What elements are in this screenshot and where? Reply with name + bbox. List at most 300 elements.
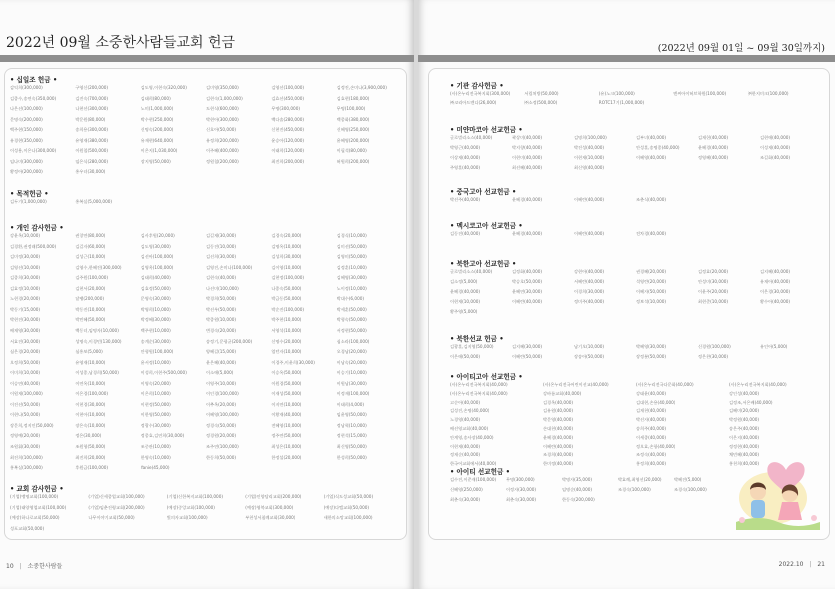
donor-entry: 홍천희(40,000) (729, 461, 760, 467)
donor-entry: 신명수(20,000) (271, 338, 302, 344)
donor-entry: 백주현(150,000) (10, 127, 43, 132)
donor-entry: 송희용(300,000) (75, 127, 109, 132)
donor-entry: 박영희(10,000) (140, 306, 171, 312)
donor-entry: 이지연(10,000) (271, 401, 302, 407)
section-title: • 개인 감사헌금 • (10, 224, 64, 232)
donor-entry: 박수현(250,000) (140, 116, 174, 122)
donor-entry: 무명(300,000) (506, 477, 535, 482)
donor-entry: 이은애(50,000) (450, 354, 481, 359)
donor-entry: 김명옥(10,000) (271, 243, 302, 249)
donor-entry: 김혜미(20,000) (729, 408, 760, 414)
donor-entry: 서림처방(50,000) (524, 91, 559, 96)
title-rule (0, 55, 414, 62)
donor-entry: 윤혜경(40,000) (450, 289, 481, 294)
donor-entry: 유영재(10,000) (75, 359, 106, 365)
donor-entry: 문명숙(200,000) (10, 116, 43, 122)
donor-entry: 한동숙(200,000) (562, 497, 595, 502)
donor-entry: 정현석(15,000) (336, 433, 367, 439)
page-subtitle: (2022년 09월 01일 ~ 09월 30일까지) (657, 43, 825, 54)
donor-entry: 최신영(50,000) (336, 444, 367, 449)
donor-entry: 신혜영(250,000) (450, 487, 483, 492)
donor-entry: 조중관(10,000) (140, 444, 171, 449)
donor-entry: 김현숙(1,000,000) (206, 95, 243, 101)
donor-entry: (예장)중앙교회(100,000) (166, 504, 215, 510)
donor-entry: 이혜란(40,000) (512, 299, 543, 304)
donor-entry: 박정혜(30,000) (140, 317, 171, 323)
donor-entry: 조경희(40,000) (543, 452, 574, 458)
donor-entry: 전혜영(10,000) (271, 422, 302, 428)
donor-entry: 성명숙,이경민(130,000) (75, 338, 122, 344)
donor-entry: 김미선(50,000) (336, 243, 367, 249)
donor-entry: 박영근(40,000) (450, 145, 481, 150)
donor-entry: 박대수(6,000) (336, 296, 365, 302)
donor-entry: 김이영(10,000) (271, 264, 302, 270)
donor-entry: 최신영(40,000) (574, 165, 605, 170)
donor-entry: 노현경(20,000) (10, 296, 41, 302)
donor-entry: 김현정(100,000) (271, 275, 305, 281)
donor-entry: 백주현(10,000) (140, 327, 171, 333)
donor-entry: ROTC17기(1,000,000) (598, 100, 645, 105)
donor-entry: 한국어교회에서(40,000) (450, 461, 497, 467)
donor-entry: 달팽(200,000) (75, 296, 105, 302)
donor-entry: 노이정(10,000) (336, 285, 367, 291)
donor-entry: 정주연(50,000) (271, 433, 302, 439)
donor-entry: 이승기(10,000) (336, 370, 367, 376)
donor-entry: 나은선(100,000) (10, 106, 43, 111)
donor-entry: 김길자(60,000) (75, 243, 106, 249)
donor-entry: 김효현(180,000) (336, 95, 370, 101)
donor-entry: 김동진(10,000) (206, 243, 237, 249)
donor-entry: 김재천(40,000) (636, 408, 667, 414)
donor-entry: 허원희(200,000) (336, 158, 370, 164)
donor-entry: 최성은(10,000) (271, 444, 302, 449)
donor-entry: 한정섭(20,000) (271, 454, 302, 460)
donor-entry: 조정숙(40,000) (636, 452, 667, 458)
donor-entry: 박혜진(5,000) (674, 477, 702, 482)
donor-entry: 윤혜경(40,000) (543, 434, 574, 440)
donor-entry: 정은(30,000) (75, 433, 102, 439)
donor-entry: 박선우(50,000) (206, 306, 237, 312)
donor-entry: 윤혜경(40,000) (512, 231, 543, 236)
donor-entry: 박동진(10,000) (75, 306, 106, 312)
donor-entry: 윤혜경(40,000) (698, 145, 729, 150)
donor-entry: 부천성서침례교회(30,000) (245, 515, 296, 520)
donor-entry: 심소라(100,000) (336, 338, 370, 344)
donor-entry: 김선희(30,000) (206, 254, 237, 260)
donor-entry: 이원철(500,000) (75, 148, 109, 153)
donor-entry: 엔씨아이허브학원(100,000) (673, 91, 727, 96)
donor-entry: 서효진(30,000) (10, 338, 41, 344)
donor-entry: 김지혜(40,000) (760, 269, 791, 274)
right-page-number: 21 (817, 561, 825, 568)
section-title: • 아이티고아 선교헌금 • (450, 373, 523, 381)
donor-entry: (사)온누리전국복지회(300,000) (450, 91, 511, 96)
section-title: • 북한고아 선교헌금 • (450, 260, 517, 268)
donor-entry: 배재영(30,000) (10, 327, 41, 333)
donor-entry: 이은희(10,000) (140, 391, 171, 397)
donor-entry: 주영훈(40,000) (450, 165, 481, 170)
donor-entry: (기업)태양영업교회(100,000) (10, 504, 67, 510)
donor-entry: 노미(1,000,000) (140, 106, 174, 111)
donor-entry: 김대현,손용(40,000) (636, 399, 676, 405)
donor-entry: 송희주(40,000) (636, 426, 667, 431)
donor-entry: 엄던자(10,000) (271, 349, 302, 355)
donor-entry: 박동기(15,000) (10, 306, 41, 312)
donor-entry: 김진숙(700,000) (75, 95, 109, 101)
donor-entry: 김경식(10,000) (336, 233, 367, 238)
section-title: • 목적헌금 • (10, 190, 49, 198)
right-footer-date: 2022.10 (778, 561, 804, 568)
donor-entry: 김종희(30,000) (10, 275, 41, 281)
donor-entry: 이혜영(40,000) (636, 155, 667, 160)
donor-entry: 조원휘(30,000) (10, 444, 41, 449)
donor-entry: 김성근(10,000) (75, 254, 106, 260)
donor-entry: 이추옥(20,000) (206, 401, 237, 407)
donor-entry: 김정조,서은배(40,000) (729, 399, 773, 405)
section-title: • 멕시코고아 선교헌금 • (450, 222, 523, 230)
donor-entry: 최진희(20,000) (75, 454, 106, 460)
donor-entry: 고순아(40,000) (450, 399, 481, 405)
donor-entry: 이인경(100,000) (206, 391, 239, 397)
donor-entry: 박민혜(50,000) (75, 317, 106, 323)
donor-entry: 김선아(100,000) (140, 254, 174, 260)
donor-entry: 이현정(50,000) (140, 401, 171, 407)
donor-entry: 박종원(10,000) (206, 317, 237, 323)
section-title: • 기관 감사헌금 • (450, 82, 504, 90)
donor-entry: 성포교회(50,000) (10, 525, 45, 531)
left-footer: 10 | 소중한사람들 (6, 563, 63, 570)
donor-entry: 유인아(5,000) (760, 344, 788, 349)
donor-entry: 이혜영(100,000) (206, 412, 239, 418)
donor-entry: 조경숙(100,000) (674, 487, 707, 492)
donor-entry: 김동진(40,000) (450, 231, 481, 236)
donor-entry: 임윤영(50,000) (336, 412, 367, 418)
donor-entry: 한미정(40,000) (543, 461, 574, 467)
donor-entry: 양혜길(15,000) (206, 349, 237, 355)
donor-entry: 이승옥(50,000) (271, 370, 302, 376)
donor-entry: 신현진(450,000) (271, 127, 305, 132)
donor-entry: 박주현(10,000) (271, 317, 302, 323)
donor-entry: 최선혜(40,000) (512, 165, 543, 170)
donor-entry: 이혜란(40,000) (574, 197, 605, 202)
donor-entry: 이연옥(10,000) (75, 380, 106, 386)
donor-entry: 문영숙(30,000) (140, 296, 171, 302)
donor-entry: 이은지(1,030,000) (140, 148, 178, 153)
donor-entry: 김영수,한혜진(300,000) (75, 264, 122, 270)
donor-entry: 이혜란(40,000) (574, 231, 605, 236)
donor-entry: 김주원(100,000) (75, 275, 109, 281)
donor-entry: 박선주(40,000) (450, 197, 481, 202)
donor-entry: 임은식(280,000) (75, 158, 109, 164)
donor-entry: 이진선(50,000) (10, 401, 41, 407)
donor-entry: 김효정(10,000) (10, 285, 41, 291)
donor-entry: 이태희(4,000) (336, 401, 365, 407)
subtitle-rule (418, 55, 835, 62)
donor-entry: 박경희(50,000) (206, 296, 237, 302)
donor-entry: 이혜란(40,000) (543, 443, 574, 449)
donor-entry: 이황재(40,000) (271, 412, 302, 418)
donor-entry: 이필석(80,000) (336, 148, 367, 153)
donor-entry: 박현아(300,000) (206, 116, 239, 122)
donor-entry: 김효선(450,000) (271, 95, 305, 101)
left-page-number: 10 (6, 563, 14, 570)
donor-entry: 김부녀(40,000) (636, 135, 667, 140)
donor-entry: ㈜코리아드엔디(26,000) (450, 100, 497, 105)
donor-entry: 이경주,이윤희(30,000) (271, 359, 315, 365)
donor-entry: 김명희(100,000) (574, 135, 607, 140)
donor-entry: 이현재(10,000) (450, 299, 481, 304)
donor-entry: 이현나(50,000) (10, 412, 41, 418)
donor-entry: 안성미(30,000) (698, 279, 729, 284)
donor-entry: 이성종,남경희(50,000) (75, 370, 119, 376)
donor-entry: 정원철(200,000) (206, 158, 239, 164)
donor-entry: 장정분(50,000) (636, 354, 667, 359)
donor-entry: 변경숙(20,000) (206, 327, 237, 333)
donor-entry: 김혜영(30,000) (336, 275, 367, 281)
donor-entry: 이주혜(400,000) (206, 148, 239, 153)
donor-entry: 박지향(40,000) (512, 145, 543, 150)
donor-entry: 김경환,권정래(500,000) (10, 243, 57, 249)
donor-entry: 이원경(50,000) (271, 380, 302, 386)
donor-entry: 이은지(40,000) (729, 434, 760, 440)
donor-entry: 감익희(300,000) (10, 85, 43, 90)
donor-entry: 김현서(20,000) (75, 285, 106, 291)
donor-entry: 최춘숙(30,000) (506, 497, 537, 502)
donor-entry: 새한의소망교회(100,000) (323, 515, 373, 520)
donor-entry: 안성훈,송명종(40,000) (636, 145, 680, 150)
donor-entry: 윤혜경(40,000) (512, 197, 543, 202)
donor-entry: 이한영(50,000) (140, 412, 171, 418)
donor-entry: 정종효,김연희(30,000) (140, 433, 185, 439)
donor-entry: 이원남(30,000) (336, 380, 367, 386)
donor-entry: 박현진(30,000) (10, 317, 41, 323)
donor-entry: 김미정(30,000) (10, 254, 41, 260)
donor-entry: 김성진,손명(40,000) (450, 408, 490, 414)
donor-entry: 김도영(30,000) (140, 243, 171, 249)
donor-entry: 이태희(120,000) (271, 148, 305, 153)
donor-entry: 박효례,최영선(20,000) (618, 477, 662, 482)
donor-entry: (사)온누리전국다문화(40,000) (636, 382, 694, 387)
donor-entry: 정영혜(40,000) (698, 155, 729, 160)
donor-entry: 박명자(35,000) (562, 477, 593, 482)
donor-entry: 글로벌리소스(40,000) (450, 135, 493, 140)
donor-entry: 윤승아(120,000) (271, 137, 305, 143)
donor-entry: ㈜한지미크(100,000) (747, 91, 789, 96)
donor-entry: 정정현(40,000) (729, 443, 760, 449)
donor-entry: 박순진(100,000) (271, 306, 305, 312)
donor-entry: 이경희(30,000) (574, 289, 605, 294)
donor-entry: 빛의자교회(100,000) (166, 515, 208, 520)
donor-entry: 오정희(50,000) (10, 359, 41, 365)
donor-entry: 이혜자(50,000) (636, 289, 667, 294)
donor-entry: 이혜란(50,000) (512, 354, 543, 359)
donor-entry: 배선영교회(40,000) (450, 426, 489, 431)
donor-entry: 이현경(30,000) (75, 401, 106, 407)
donor-entry: 도현식(600,000) (206, 106, 239, 111)
donor-entry: 강태윤(40,000) (636, 390, 667, 396)
donor-entry: 한성희(50,000) (336, 454, 367, 460)
donor-entry: (사)온누리전국어린이선교(40,000) (543, 382, 609, 387)
donor-entry: 강인성(40,000) (729, 390, 760, 396)
donor-entry: 임나미(300,000) (10, 158, 43, 164)
donor-entry: Yanie(45,000) (140, 465, 170, 471)
donor-entry: 권경혜(20,000) (636, 269, 667, 274)
right-footer: 2022.10 | 21 (778, 561, 825, 568)
donor-entry: 정오효,손항(40,000) (636, 443, 676, 449)
donor-entry: 이성재(40,000) (760, 145, 791, 150)
donor-entry: 김정화(40,000) (512, 269, 543, 274)
donor-entry: 김소정(5,000) (450, 279, 478, 284)
donor-entry: 이현미(40,000) (512, 155, 543, 160)
donor-entry: 글로벌리소스(40,000) (450, 269, 493, 274)
donor-entry: 이소애(5,000) (206, 370, 234, 376)
donor-entry: 최진희(100,000) (10, 454, 43, 460)
donor-entry: (예장)다엘교회(50,000) (323, 504, 370, 510)
donor-entry: 백동녀,임명자(10,000) (75, 327, 119, 333)
donor-entry: 황정아(200,000) (10, 169, 43, 174)
donor-entry: 이정자(30,000) (506, 487, 537, 492)
donor-entry: 박문영(40,000) (543, 417, 574, 423)
donor-entry: 정경원(20,000) (206, 433, 237, 439)
section-title: • 중국고아 선교헌금 • (450, 188, 517, 196)
donor-entry: 한동희(50,000) (206, 454, 237, 460)
donor-entry: 김영선(100,000) (271, 85, 305, 90)
donor-entry: 박금동(50,000) (271, 296, 302, 302)
donor-entry: 송계순(30,000) (140, 338, 171, 344)
donor-entry: 박문원(80,000) (75, 116, 106, 122)
donor-entry: (기업)식도성교회(50,000) (323, 494, 374, 499)
donor-entry: (유)노크(100,000) (598, 91, 635, 96)
donor-entry: 윤은혜(40,000) (206, 359, 237, 365)
section-title: • 미얀마코아 선교헌금 • (450, 126, 523, 134)
donor-entry: 나무이야기교회(50,000) (88, 515, 135, 520)
donor-entry: 백종화(380,000) (336, 116, 370, 122)
section-title: • 북한선교 헌금 • (450, 335, 504, 343)
donor-entry: 강윤옥(10,000) (10, 233, 41, 238)
donor-entry: 이승연(40,000) (10, 380, 41, 386)
donor-entry: 전차경(40,000) (636, 231, 667, 236)
donor-entry: 이현재(10,000) (574, 155, 605, 160)
donor-entry: 이은경(100,000) (75, 391, 109, 397)
donor-entry: 김효정(50,000) (140, 285, 171, 291)
donor-entry: 유정희(200,000) (206, 137, 239, 143)
donor-entry: 황수아(40,000) (760, 299, 791, 304)
donor-entry: 서혜란(40,000) (574, 279, 605, 284)
donor-entry: 유재아(40,000) (760, 279, 791, 284)
donor-entry: 김길재(30,000) (206, 233, 237, 238)
couple-illustration (728, 450, 828, 535)
donor-entry: (기업)신한복지교회(100,000) (166, 494, 224, 499)
section-title: • 교회 감사헌금 • (10, 485, 64, 493)
donor-entry: 조춘식(40,000) (636, 197, 667, 202)
donor-entry: (사)온누리전국복지회(40,000) (729, 382, 787, 387)
donor-entry: 김유원(40,000) (543, 408, 574, 414)
donor-entry: 이정재(100,000) (336, 391, 370, 397)
donor-entry: 김태희(80,000) (140, 95, 171, 101)
donor-entry: 신혜영(250,000) (336, 127, 370, 132)
donor-entry: 정미주(40,000) (574, 299, 605, 304)
donor-entry: 강현아(40,000) (574, 269, 605, 274)
donor-entry: 김수진,이준재(100,000) (450, 477, 497, 482)
donor-entry: 남기오(10,000) (574, 344, 605, 349)
donor-entry: 나현선(300,000) (75, 106, 109, 111)
donor-entry: 권창연(80,000) (75, 233, 106, 238)
donor-entry: 유영재(380,000) (75, 137, 109, 143)
donor-entry: 유재현(640,000) (140, 137, 174, 143)
donor-entry: 정은찬(30,000) (698, 354, 729, 359)
donor-entry: (사)온누리전국복지회(40,000) (450, 382, 508, 387)
donor-entry: 이미희(10,000) (10, 370, 41, 376)
donor-entry: 김현숙(40,000) (206, 275, 237, 281)
donor-entry: 이남숙(20,000) (336, 359, 367, 365)
donor-entry: 장지영(50,000) (140, 158, 171, 164)
donor-entry: 무명(300,000) (271, 106, 301, 111)
donor-entry: 이세종(40,000) (636, 434, 667, 440)
donor-entry: 김영미(50,000) (336, 254, 367, 260)
donor-entry: 한영숙(10,000) (140, 454, 171, 460)
donor-entry: 박선자(40,000) (636, 417, 667, 423)
donor-entry: 정재순(40,000) (450, 452, 481, 458)
donor-entry: 김영선(10,000) (10, 264, 41, 270)
left-footer-label: 소중한사람들 (27, 563, 63, 570)
donor-entry: 김정진,손미나(3,900,000) (336, 85, 387, 90)
donor-entry: 이영주(10,000) (206, 380, 237, 386)
donor-entry: (사)온누리전국복지회(40,000) (450, 390, 508, 396)
donor-entry: 이상재(40,000) (450, 155, 481, 160)
donor-entry: 이현재(40,000) (450, 443, 481, 449)
donor-entry: (기업)임춘진령교회(200,000) (88, 504, 145, 510)
donor-entry: 나선미(100,000) (206, 285, 239, 291)
donor-entry: 김영진,손미나(100,000) (206, 264, 253, 270)
section-title: • 아이티 선교헌금 • (450, 468, 510, 476)
donor-entry: 최춘숙(30,000) (450, 497, 481, 502)
donor-entry: 박정원(40,000) (729, 417, 760, 423)
donor-entry: 최진희(200,000) (271, 158, 305, 164)
donor-entry: 노경영(40,000) (450, 417, 481, 423)
donor-entry: 김사후원(20,000) (140, 233, 175, 238)
donor-entry: 홍정희(40,000) (636, 461, 667, 467)
donor-entry: 정영예(20,000) (10, 433, 41, 439)
section-title: • 십일조 헌금 • (10, 76, 58, 84)
donor-entry: 조원형(50,000) (75, 444, 106, 449)
donor-entry: 김광훈,김지영(50,000) (450, 344, 494, 349)
donor-entry: 홍복실(100,000) (10, 465, 43, 471)
donor-entry: 송정기,문평균(200,000) (206, 338, 253, 344)
donor-entry: 김태희(40,000) (140, 275, 171, 281)
donor-entry: 김미영(350,000) (206, 85, 239, 90)
donor-entry: 채민혜(40,000) (729, 452, 760, 458)
donor-entry: 김두기(1,000,000) (10, 199, 47, 204)
donor-entry: (기업)신세종업교회(100,000) (88, 494, 145, 499)
donor-entry: 강바름교회(40,000) (543, 390, 582, 396)
page-title: 2022년 09월 소중한사람들교회 헌금 (6, 35, 236, 51)
donor-entry: 장은숙(10,000) (75, 422, 106, 428)
donor-entry: 김영옥(100,000) (140, 264, 174, 270)
donor-entry: (예장)하나로교회(50,000) (10, 515, 60, 520)
donor-entry: 백다솔(280,000) (271, 116, 305, 122)
donor-entry: 신호아(50,000) (206, 127, 237, 132)
donor-entry: 조주연(100,000) (206, 444, 239, 449)
donor-entry: 이은경(30,000) (760, 289, 791, 294)
donor-entry: 홍복실(5,000,000) (75, 199, 113, 204)
donor-entry: 곽상미(40,000) (512, 135, 543, 140)
donor-entry: 박승호(50,000) (512, 279, 543, 284)
donor-entry: 이영숙(20,000) (140, 380, 171, 386)
donor-entry: 박혜영(30,000) (636, 344, 667, 349)
donor-entry: 서정현(50,000) (336, 327, 367, 333)
donor-entry: 김성희(30,000) (271, 254, 302, 260)
donor-entry: 윤혜영(200,000) (336, 137, 370, 143)
